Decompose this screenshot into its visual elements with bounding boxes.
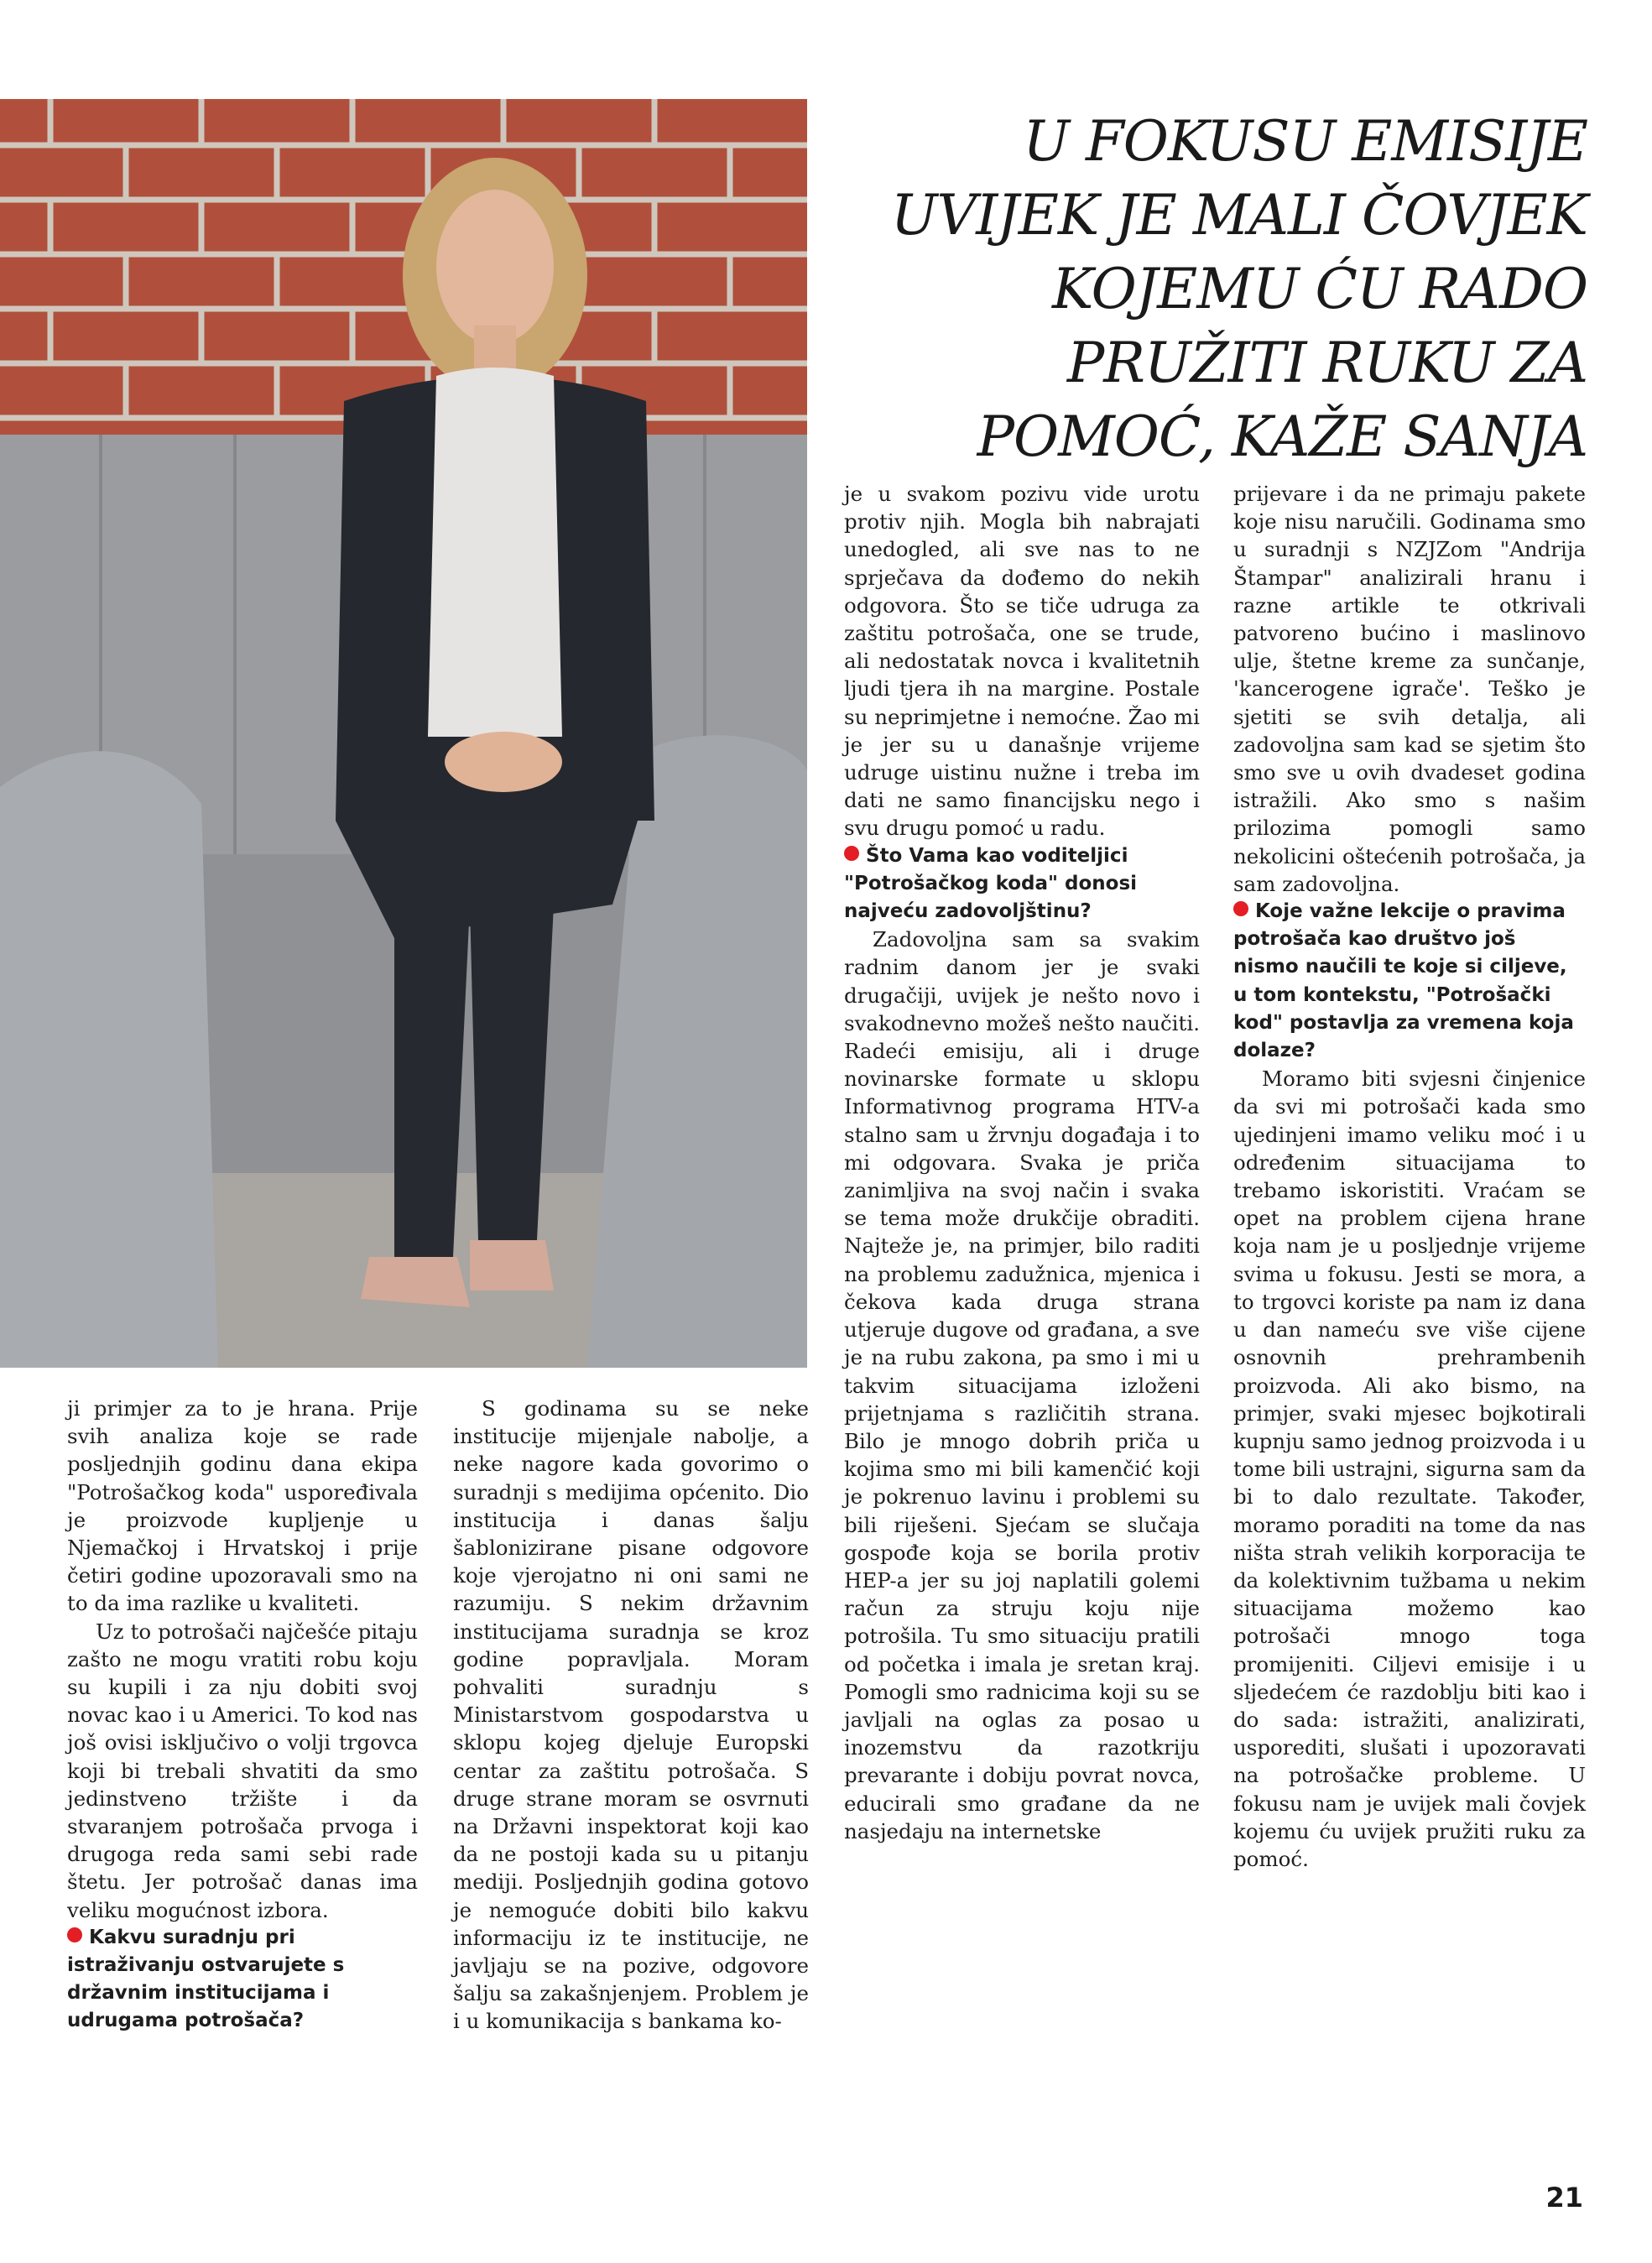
red-bullet-icon [1233, 901, 1248, 916]
headline-line: PRUŽITI RUKU ZA [1066, 331, 1587, 395]
interview-question [844, 842, 1200, 926]
text-column-4 [1233, 480, 1586, 1873]
interview-question [67, 1924, 418, 2036]
headline-line: U FOKUSU EMISIJE [1023, 109, 1587, 174]
page-number: 21 [1545, 2182, 1583, 2213]
paragraph: prijevare i da ne primaju pakete koje nisu naručili. Godinama smo u suradnji s NZJZom "Andrija Štampar" analizirali hranu i razne artikle te otkrivali patvoreno bućino i maslinovo ulje, štetne kreme za sunčanje, 'kancerogene igrače'. Teško je sjetiti se svih detalja, ali zadovoljna sam kad se sjetim što smo sve u ovih dvadeset godina istražili. Ako smo s našim prilozima pomogli samo nekolicini oštećenih potrošača, ja sam zadovoljna. [1233, 482, 1586, 896]
paragraph: Uz to potrošači najčešće pitaju zašto ne mogu vratiti robu koju su kupili i za nju dobiti svoj novac kao i u Americi. To kod nas još ovisi isključivo o volji trgovca koji bi trebali shvatiti da smo jedinstveno tržište i da stvaranjem potrošača prvoga i drugoga reda sami sebi rade štetu. Jer potrošač danas ima veliku mogućnost izbora. [67, 1619, 418, 1922]
question-text: Što Vama kao voditeljici "Potrošačkog koda" donosi najveću zadovoljštinu? [844, 844, 1138, 923]
red-bullet-icon [67, 1927, 82, 1942]
headline [856, 105, 1587, 474]
text-column-3 [844, 480, 1200, 1845]
question-text: Kakvu suradnju pri istraživanju ostvarujete s državnim institucijama i udrugama potrošača? [67, 1926, 345, 2032]
text-column-2 [453, 1395, 809, 2036]
headline-line: UVIJEK JE MALI ČOVJEK [890, 183, 1587, 248]
paragraph: Zadovoljna sam sa svakim radnim danom jer je svaki drugačiji, uvijek je nešto novo i svakodnevno možeš nešto naučiti. Radeći emisiju, ali i druge novinarske formate u sklopu Informativnog programa HTV-a stalno sam u žrvnju događaja i to mi odgovara. Svaka je priča zanimljiva na svoj način i svaka se tema može drukčije obraditi. Najteže je, na primjer, bilo raditi na problemu zadužnica, mjenica i čekova kada druga strana utjeruje dugove od građana, a sve je na rubu zakona, pa smo i mi u takvim situacijama izloženi prijetnjama s različitih strana. Bilo je mnogo dobrih priča u kojima smo mi bili kamenčić koji je pokrenuo lavinu i problemi su bili riješeni. Sjećam se slučaja gospođe koja se borila protiv HEP-a jer su joj naplatili golemi račun za struju koju nije potrošila. Tu smo situaciju pratili od početka i imala je sretan kraj. Pomogli smo radnicima koji su se javljali na oglas za posao u inozemstvu da razotkriju prevarante i dobiju povrat novca, educirali smo građane da ne nasjedaju na internetske [844, 927, 1200, 1843]
text-column-1 [67, 1395, 418, 2036]
portrait-photo [0, 99, 807, 1368]
portrait-illustration [0, 99, 807, 1368]
paragraph: S godinama su se neke institucije mijenjale nabolje, a neke nagore kada govorimo o suradnji s medijima općenito. Dio institucija i danas šalju šablonizirane pisane odgovore koje vjerojatno ni oni sami ne razumiju. S nekim državnim institucijama suradnja se kroz godine popravljala. Moram pohvaliti suradnju s Ministarstvom gospodarstva u sklopu kojeg djeluje Europski centar za zaštitu potrošača. S druge strane moram se osvrnuti na Državni inspektorat koji kao da ne postoji kada su u pitanju mediji. Posljednjih godina gotovo je nemoguće dobiti bilo kakvu informaciju iz te institucije, ne javljaju se na pozive, odgovore šalju sa zakašnjenjem. Problem je i u komunikacija s bankama ko- [453, 1396, 809, 2034]
paragraph: Moramo biti svjesni činjenice da svi mi potrošači kada smo ujedinjeni imamo veliku moć i u određenim situacijama to trebamo iskoristiti. Vraćam se opet na problem cijena hrane koja nam je u posljednje vrijeme svima u fokusu. Jesti se mora, a to trgovci koriste pa nam iz dana u dan nameću sve više cijene osnovnih prehrambenih proizvoda. Ali ako bismo, na primjer, svaki mjesec bojkotirali kupnju samo jednog proizvoda i u tome bili ustrajni, sigurna sam da bi to dalo rezultate. Također, moramo poraditi na tome da nas ništa strah velikih korporacija te da kolektivnim tužbama u nekim situacijama možemo kao potrošači mnogo toga promijeniti. Ciljevi emisije i u sljedećem će razdoblju biti kao i do sada: istražiti, analizirati, usporediti, slušati i upozoravati na potrošačke probleme. U fokusu nam je uvijek mali čovjek kojemu ću uvijek pružiti ruku za pomoć. [1233, 1066, 1586, 1871]
interview-question [1233, 898, 1586, 1065]
headline-line: KOJEMU ĆU RADO [1052, 257, 1587, 321]
question-text: Koje važne lekcije o pravima potrošača kao društvo još nismo naučili te koje si ciljeve, u tom kontekstu, "Potrošački kod" postavlja za vremena koja dolaze? [1233, 900, 1574, 1062]
paragraph: je u svakom pozivu vide urotu protiv njih. Mogla bih nabrajati unedogled, ali sve nas to ne sprječava da dođemo do nekih odgovora. Što se tiče udruga za zaštitu potrošača, one se trude, ali nedostatak novca i kvalitetnih ljudi tjera ih na margine. Postale su neprimjetne i nemoćne. Žao mi je jer su u današnje vrijeme udruge uistinu nužne i treba im dati ne samo financijsku nego i svu drugu pomoć u radu. [844, 482, 1200, 841]
red-bullet-icon [844, 846, 859, 861]
paragraph: ji primjer za to je hrana. Prije svih analiza koje se rade posljednjih godinu dana ekipa "Potrošačkog koda" uspoređivala je proizvode kupljenje u Njemačkoj i Hrvatskoj i prije četiri godine upozoravali smo na to da ima razlike u kvaliteti. [67, 1396, 418, 1616]
headline-line: POMOĆ, KAŽE SANJA [977, 404, 1587, 469]
